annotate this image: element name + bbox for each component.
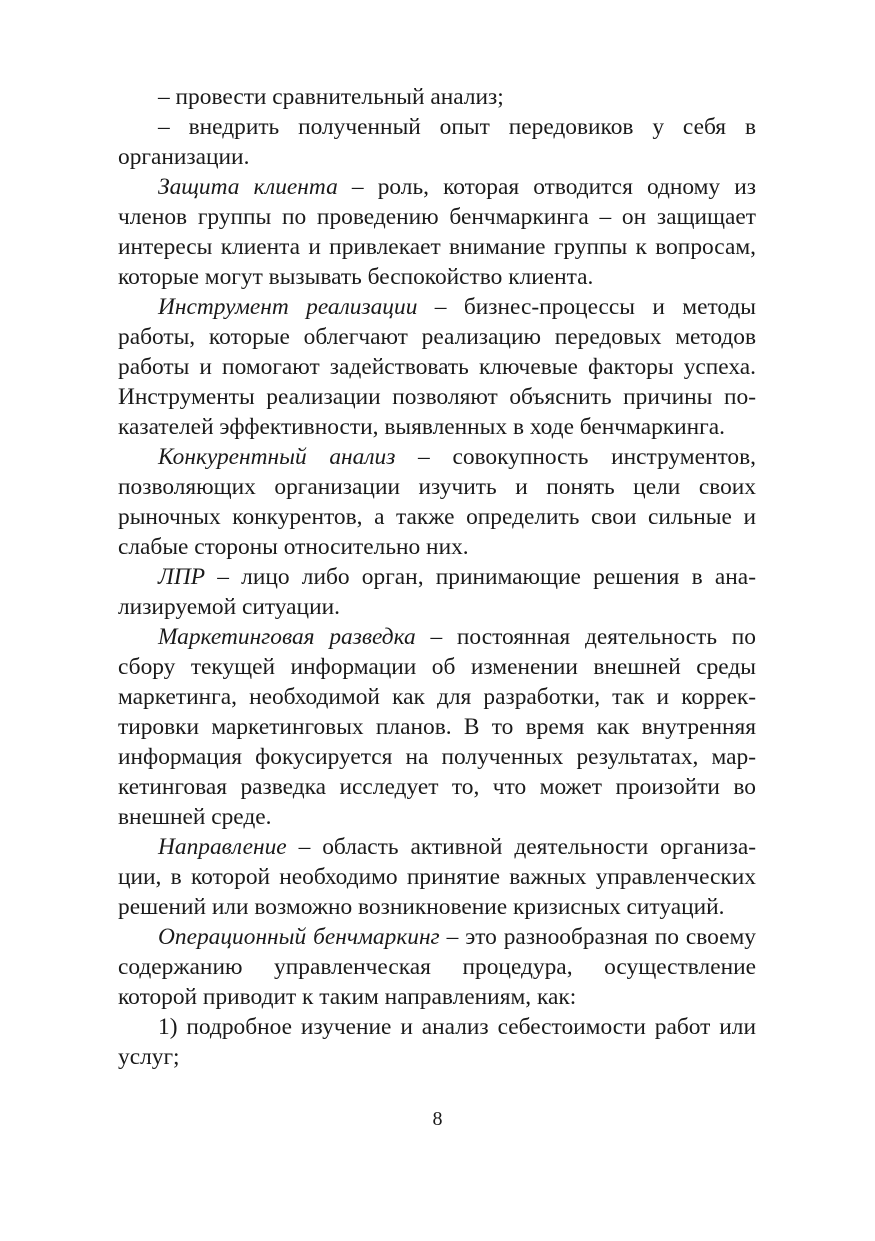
paragraph-term: Операционный бенчмаркинг [158, 924, 440, 950]
paragraph-text: – провести сравнительный анализ; [158, 84, 504, 110]
paragraph-numbered-item-1 [118, 1012, 756, 1072]
paragraph-list-item-1 [118, 82, 756, 112]
page-body [118, 82, 756, 1072]
paragraph-text: – роль, которая отводится одному из членов группы по проведению бенчмаркинга – он защищает интересы клиента и привлекает внимание группы к вопросам, которые могут вызывать беспокойство клиента. [118, 174, 757, 290]
paragraph-definition-client-protection [118, 172, 756, 292]
paragraph-definition-marketing-intelligence [118, 622, 756, 832]
paragraph-text: – бизнес-процессы и методы работы, которые облегчают реализацию передовых методов работы и помогают задействовать ключевые факторы успеха. Инструменты реализации позволяют объяснить причины показателей эффективности, выявленных в ходе бенчмаркинга. [118, 294, 757, 440]
paragraph-text: 1) подробное изучение и анализ себестоимости работ или услуг; [118, 1014, 756, 1070]
paragraph-text: – лицо либо орган, принимающие решения в анализируемой ситуации. [118, 564, 756, 620]
paragraph-text: – область активной деятельности организации, в которой необходимо принятие важных управленческих решений или возможно возникновение кризисных ситуаций. [118, 834, 756, 920]
paragraph-term: Защита клиента [158, 174, 338, 200]
paragraph-term: Направление [158, 834, 287, 860]
paragraph-definition-implementation-tool [118, 292, 756, 442]
paragraph-definition-decision-maker [118, 562, 756, 622]
paragraph-definition-competitive-analysis [118, 442, 756, 562]
paragraph-definition-direction [118, 832, 756, 922]
paragraph-term: Маркетинговая разведка [158, 624, 416, 650]
paragraph-text: – совокупность инструментов, позволяющих организации изучить и понять цели своих рыночных конкурентов, а также определить свои сильные и слабые стороны относительно них. [118, 444, 756, 560]
page-number: 8 [432, 1108, 443, 1130]
paragraph-term: ЛПР [158, 564, 206, 590]
paragraph-term: Инструмент реализации [158, 294, 418, 320]
paragraph-text: – постоянная деятельность по сбору текущей информации об изменении внешней среды маркетинга, необходимой как для разработки, так и корректировки маркетинговых планов. В то время как внутренняя информация фокусируется на полученных результатах, маркетинговая разведка исследует то, что может произойти во внешней среде. [118, 624, 756, 830]
paragraph-term: Конкурентный анализ [158, 444, 396, 470]
paragraph-text: – внедрить полученный опыт передовиков у себя в организации. [118, 114, 756, 170]
paragraph-definition-operational-benchmarking [118, 922, 756, 1012]
paragraph-text: – это разнообразная по своему содержанию управленческая процедура, осуществление которой приводит к таким направлениям, как: [118, 924, 756, 1010]
paragraph-list-item-2 [118, 112, 756, 172]
